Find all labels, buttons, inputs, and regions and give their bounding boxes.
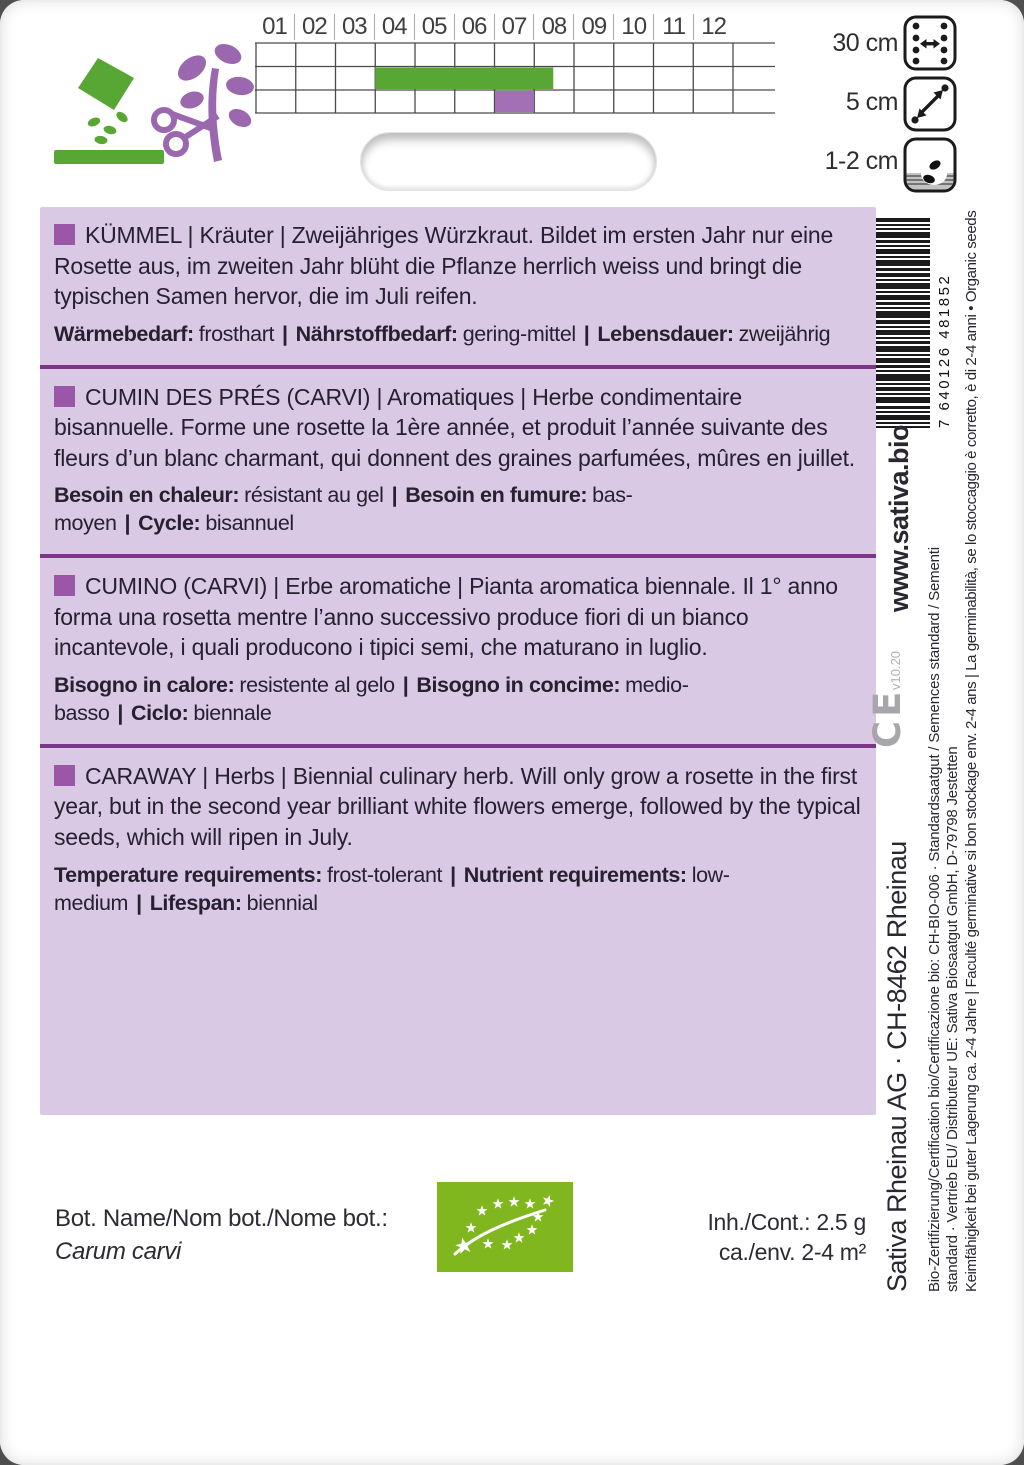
- spec-label: Bisogno in concime:: [416, 673, 621, 698]
- spec-value: zweijährig: [738, 321, 831, 346]
- month-label: 09: [573, 14, 613, 40]
- registration-line-2: standard · Vertrieb EU/ Distributeur UE: Sativa Biosaatgut GmbH, D-79798 Jestetten: [944, 746, 961, 1292]
- spec-value: medio-basso: [54, 673, 689, 725]
- lang-bullet-square: [54, 386, 75, 407]
- lang-text: CUMIN DES PRÉS (CARVI) | Aromatiques | Herbe condimentaire bisannuelle. Forme une rosette la 1ère année, et produit l’année suivante des fleurs d’un blanc charmant, qui donnent des graines parfumées, mûres en juillet.: [54, 383, 855, 471]
- spec-separator: |: [136, 890, 142, 915]
- month-label: 06: [454, 14, 494, 40]
- barcode: [876, 216, 953, 428]
- lang-specs: [54, 482, 862, 538]
- lang-block-de: [40, 207, 876, 358]
- sowing-depth-label: 1-2 cm: [824, 147, 898, 175]
- lang-block-en: [40, 748, 876, 927]
- spec-label: Besoin en chaleur:: [54, 483, 240, 508]
- ce-mark: CE: [866, 687, 909, 748]
- lang-bullet-square: [54, 575, 75, 596]
- version-text: v10.20: [888, 650, 903, 690]
- spec-separator: |: [583, 321, 590, 346]
- harvest-scissors-icon: [148, 42, 268, 170]
- content-amount: Inh./Cont.: 2.5 g: [707, 1209, 866, 1235]
- spec-value: bisannuel: [205, 511, 294, 536]
- spec-value: frost-tolerant: [327, 862, 443, 887]
- hang-hole: [360, 132, 657, 191]
- spec-separator: |: [402, 673, 409, 698]
- spec-label: Nutrient requirements:: [463, 862, 687, 887]
- spec-label: Wärmebedarf:: [54, 321, 194, 346]
- spec-value: résistant au gel: [244, 483, 384, 508]
- spec-separator: |: [450, 862, 456, 887]
- lang-description: [54, 761, 862, 853]
- spec-label: Nährstoffbedarf:: [295, 321, 458, 346]
- website-text: www.sativa.bio: [884, 424, 914, 612]
- content-info: [707, 1207, 866, 1268]
- month-label: 11: [653, 14, 693, 40]
- month-label: 01: [262, 13, 287, 40]
- spec-separator: |: [117, 700, 123, 725]
- month-label: 10: [613, 14, 653, 40]
- month-label: 03: [334, 14, 374, 40]
- germination-line: Keimfähigkeit bei guter Lagerung ca. 2-4 Jahre | Faculté germinative si bon stockage env. 2-4 ans | La germinabilità, se lo stoccaggio è corretto, è di 2-4 anni • Organic seeds: [963, 210, 980, 1292]
- spec-label: Cycle:: [138, 511, 201, 536]
- month-label: 02: [294, 14, 334, 40]
- spec-label: Lifespan:: [149, 890, 242, 915]
- spec-value: low-medium: [54, 862, 730, 915]
- lang-specs: [54, 321, 862, 349]
- spec-value: bas-moyen: [54, 483, 633, 536]
- month-label: 07: [494, 14, 534, 40]
- sowing-depth-icon: [903, 137, 957, 193]
- lang-bullet-square: [54, 224, 75, 245]
- barcode-bars: [876, 216, 930, 428]
- plant-spacing-icon: [903, 76, 957, 132]
- spec-label: Besoin en fumure:: [405, 483, 588, 508]
- spec-label: Lebensdauer:: [597, 321, 734, 346]
- botanical-name: Carum carvi: [55, 1238, 182, 1265]
- spec-value: biennale: [193, 700, 272, 725]
- sowing-calendar-months: [255, 14, 733, 40]
- harvest-bar: [495, 91, 534, 112]
- spec-value: gering-mittel: [462, 321, 576, 346]
- lang-specs: [54, 672, 862, 728]
- lang-block-fr: [40, 369, 876, 548]
- sowing-bar: [375, 68, 553, 90]
- info-panel: [40, 207, 876, 1115]
- plant-spacing-label: 5 cm: [845, 88, 898, 116]
- lang-text: CUMINO (CARVI) | Erbe aromatiche | Pianta aromatica biennale. Il 1° anno forma una rosetta mentre l’anno successivo produce fiori di un bianco incantevole, i quali producono i tipici semi, che maturano in luglio.: [54, 573, 838, 661]
- barcode-digits: 7 640126 481852: [936, 273, 953, 428]
- spec-label: Bisogno in calore:: [54, 673, 235, 698]
- spec-separator: |: [282, 321, 288, 346]
- spec-value: frosthart: [198, 321, 275, 346]
- eu-organic-logo: [437, 1182, 573, 1272]
- lang-text: CARAWAY | Herbs | Biennial culinary herb. Will only grow a rosette in the first year, but in the second year brilliant white flowers emerge, followed by the typical seeds, which will ripen in July.: [54, 762, 861, 851]
- spec-label: Temperature requirements:: [54, 862, 322, 887]
- company-address: Sativa Rheinau AG · CH-8462 Rheinau: [882, 841, 912, 1292]
- spec-value: resistente al gelo: [239, 673, 395, 698]
- registration-line-1: Bio-Zertifizierung/Certification bio/Certificazione bio: CH-BIO-006 · Standardsaatgut / Semences standard / Sementi: [926, 547, 943, 1292]
- lang-block-it: [40, 558, 876, 737]
- spec-separator: |: [124, 511, 131, 536]
- row-spacing-label: 30 cm: [832, 29, 898, 57]
- spec-label: Ciclo:: [131, 700, 189, 725]
- spec-value: biennial: [246, 890, 318, 915]
- spec-separator: |: [391, 483, 398, 508]
- coverage-area: ca./env. 2-4 m²: [718, 1239, 866, 1266]
- lang-description: [54, 382, 862, 474]
- lang-text: KÜMMEL | Kräuter | Zweijähriges Würzkraut. Bildet im ersten Jahr nur eine Rosette aus, im zweiten Jahr blüht die Pflanze herrlich weiss und bringt die typischen Samen hervor, die im Juli reifen.: [54, 222, 834, 310]
- sowing-calendar-grid: [255, 42, 775, 114]
- lang-bullet-square: [54, 765, 75, 786]
- month-label: 04: [374, 14, 414, 40]
- lang-specs: [54, 862, 862, 918]
- row-spacing-icon: [903, 15, 957, 71]
- month-label: 05: [414, 14, 454, 40]
- botanical-name-label: Bot. Name/Nom bot./Nome bot.:: [55, 1205, 388, 1232]
- lang-description: [54, 220, 862, 312]
- month-label: 12: [693, 14, 733, 40]
- lang-description: [54, 571, 862, 663]
- month-label: 08: [533, 14, 573, 40]
